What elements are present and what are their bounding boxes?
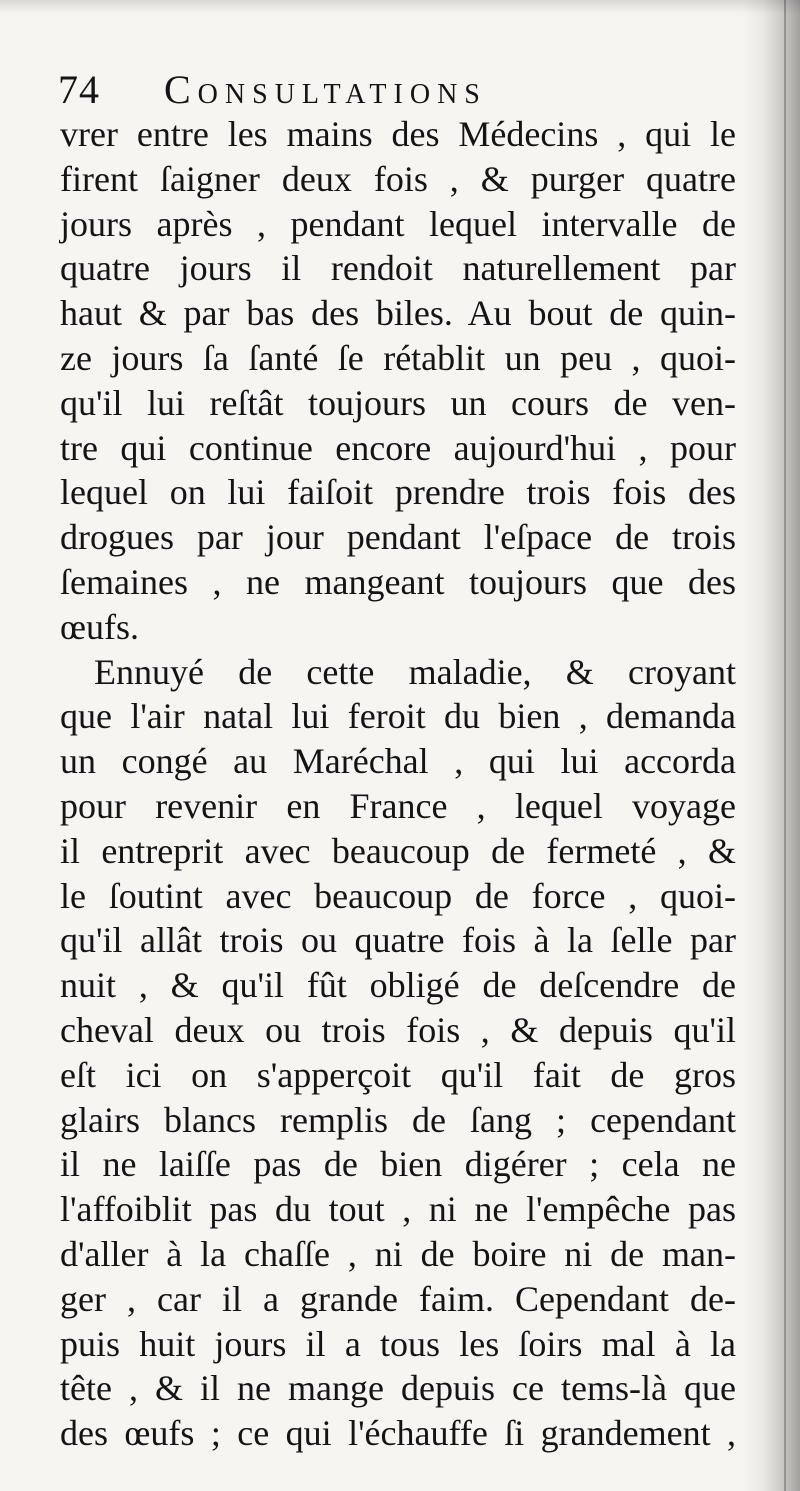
text-line: nuit , & qu'il fût obligé de deſcendre de — [60, 965, 736, 1006]
text-line: un congé au Maréchal , qui lui accorda — [60, 741, 736, 782]
text-line: pour revenir en France , lequel voyage — [60, 785, 736, 826]
text-line: puis huit jours il a tous les ſoirs mal à la — [60, 1323, 736, 1364]
text-line: cheval deux ou trois fois , & depuis qu'il — [60, 1009, 736, 1050]
text-line: jours après , pendant lequel intervalle de — [60, 203, 736, 244]
text-line: tête , & il ne mange depuis ce tems-là que — [60, 1368, 736, 1409]
running-head — [58, 66, 618, 116]
text-line: vrer entre les mains des Médecins , qui le — [60, 114, 736, 154]
text-line: d'aller à la chaſſe , ni de boire ni de man- — [60, 1233, 736, 1274]
text-line: des œufs ; ce qui l'échauffe ſi grandement , — [60, 1413, 736, 1454]
running-title: Consultations — [164, 67, 487, 112]
text-line: haut & par bas des biles. Au bout de quin- — [60, 293, 736, 334]
text-line: il entreprit avec beaucoup de fermeté , & — [60, 830, 736, 871]
text-line: ſemaines , ne mangeant toujours que des — [60, 561, 736, 602]
top-edge-shadow — [0, 0, 800, 14]
text-line: quatre jours il rendoit naturellement par — [60, 248, 736, 289]
text-line: qu'il lui reſtât toujours un cours de ven- — [60, 382, 736, 423]
text-line: lequel on lui faiſoit prendre trois fois des — [60, 472, 736, 513]
text-line: ze jours ſa ſanté ſe rétablit un peu , quoi- — [60, 337, 736, 378]
text-line: glairs blancs remplis de ſang ; cependant — [60, 1099, 736, 1140]
text-line: ger , car il a grande faim. Cependant de- — [60, 1278, 736, 1319]
page-edge-line — [784, 0, 786, 1491]
text-line: le ſoutint avec beaucoup de force , quoi- — [60, 875, 736, 916]
paragraph-start-line: Ennuyé de cette maladie, & croyant — [94, 651, 736, 692]
text-line: l'affoiblit pas du tout , ni ne l'empêche pas — [60, 1189, 736, 1230]
text-line: eſt ici on s'apperçoit qu'il fait de gros — [60, 1054, 736, 1095]
text-line: drogues par jour pendant l'eſpace de trois — [60, 517, 736, 558]
text-line: il ne laiſſe pas de bien digérer ; cela ne — [60, 1144, 736, 1185]
text-line: qu'il allât trois ou quatre fois à la ſelle par — [60, 920, 736, 961]
text-body — [60, 112, 736, 1456]
page-number: 74 — [58, 67, 100, 112]
text-line: que l'air natal lui feroit du bien , demanda — [60, 696, 736, 737]
page-edge-shadow — [742, 0, 800, 1491]
text-line: firent ſaigner deux fois , & purger quatre — [60, 158, 736, 199]
text-line: tre qui continue encore aujourd'hui , pour — [60, 427, 736, 468]
paragraph-end-line: œufs. — [60, 606, 139, 647]
